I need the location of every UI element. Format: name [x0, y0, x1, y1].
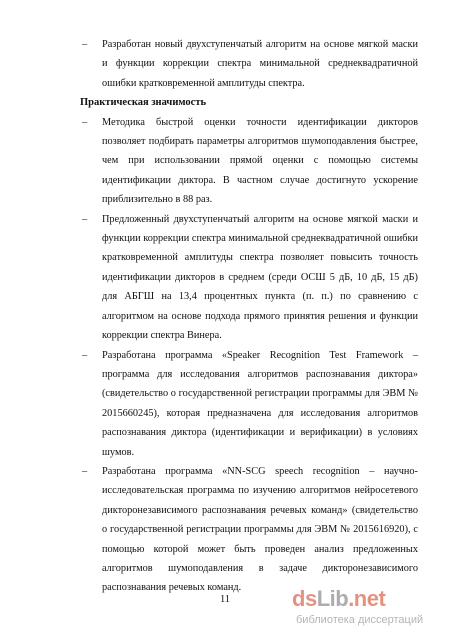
- page-number: 11: [219, 594, 231, 605]
- list-dash: –: [82, 39, 88, 50]
- list-dash: –: [82, 349, 88, 361]
- section-heading: Практическая значимость: [80, 97, 207, 109]
- list-dash: –: [82, 465, 88, 477]
- list-item: [80, 210, 418, 346]
- watermark-logo-lib: Lib: [316, 586, 349, 611]
- list-item-text: Разработана программа «Speaker Recognition Test Framework – программа для исследования алгоритмов распознавания диктора» (свидетельство о государственной регистрации программы для ЭВМ № 2015660245), которая предназначена для исследования алгоритмов распознавания диктора (идентификации и верификации) в условиях шумов.: [102, 349, 418, 458]
- list-item: [80, 35, 418, 93]
- list-item-text: Методика быстрой оценки точности идентификации дикторов позволяет подбирать параметры алгоритмов шумоподавления быстрее, чем при использовании прямой оценки с помощью системы идентификации диктора. В частном случае достигнуто ускорение приблизительно в 88 раз.: [102, 116, 418, 206]
- list-dash: –: [82, 213, 88, 225]
- list-item: [80, 113, 418, 210]
- watermark-logo: [292, 586, 385, 612]
- watermark-logo-net: .net: [348, 586, 386, 611]
- list-item: [80, 346, 418, 462]
- list-item: [80, 462, 418, 598]
- watermark-caption: библиотека диссертаций: [296, 614, 424, 626]
- list-dash: –: [82, 116, 88, 128]
- list-item-text: Предложенный двухступенчатый алгоритм на основе мягкой маски и функции коррекции спектра минимальной среднеквадратичной ошибки кратковременной амплитуды спектра позволяет повысить точность идентификации дикторов в среднем (среди ОСШ 5 дБ, 10 дБ, 15 дБ) для АБГШ на 13,4 процентных пункта (п. п.) по сравнению с алгоритмом на основе подхода прямого принятия решения и функции коррекции спектра Винера.: [102, 213, 418, 342]
- page-content: [80, 35, 418, 598]
- site-watermark: [290, 586, 450, 636]
- list-item-text: Разработана программа «NN-SCG speech recognition – научно-исследовательская программа по изучению алгоритмов нейросетевого дикторонезависимого распознавания речевых команд» (свидетельство о государственной регистрации программы для ЭВМ № 2015616920), с помощью которой может быть проведен анализ предложенных алгоритмов шумоподавления в задаче дикторонезависимого распознавания речевых команд.: [102, 465, 418, 594]
- watermark-logo-ds: ds: [292, 586, 317, 611]
- list-item-text: Разработан новый двухступенчатый алгоритм на основе мягкой маски и функции коррекции спектра минимальной среднеквадратичной ошибки кратковременной амплитуды спектра.: [102, 39, 418, 89]
